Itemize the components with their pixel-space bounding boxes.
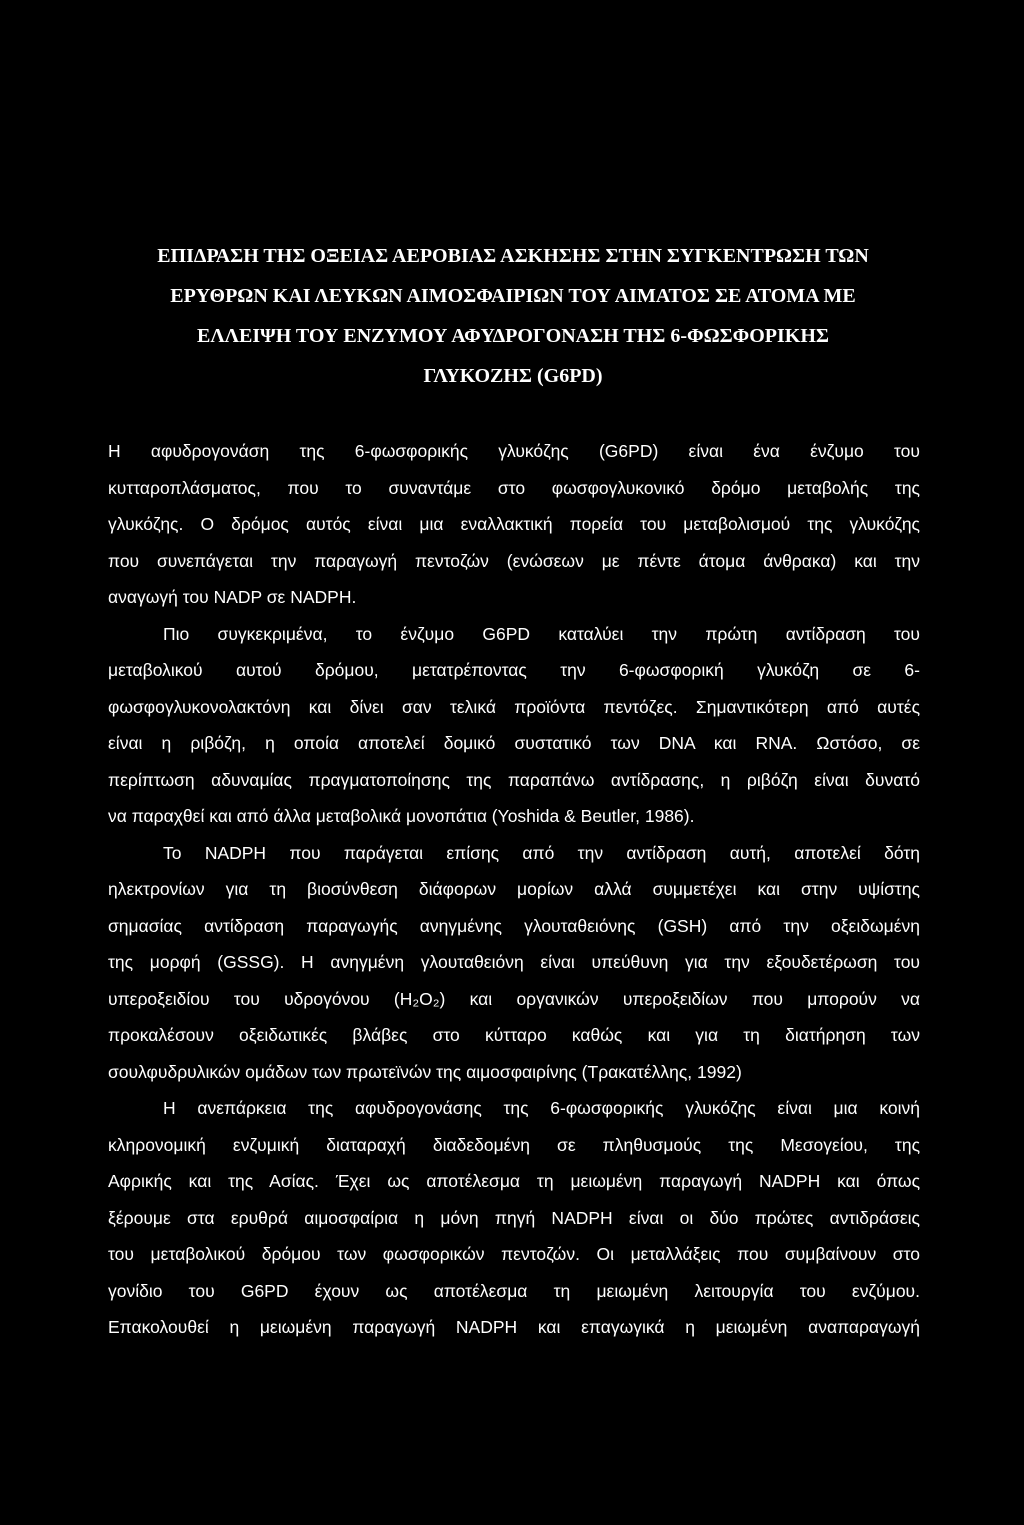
body-line: είναι η ριβόζη, η οποία αποτελεί δομικό συστατικό των DNA και RNA. Ωστόσο, σε: [108, 733, 920, 753]
body-line: Η ανεπάρκεια της αφυδρογονάσης της 6-φωσφορικής γλυκόζης είναι μια κοινή: [163, 1098, 920, 1118]
body-line: που συνεπάγεται την παραγωγή πεντοζών (ενώσεων με πέντε άτομα άνθρακα) και την: [108, 550, 920, 571]
body-line: σημασίας αντίδραση παραγωγής ανηγμένης γλουταθειόνης (GSH) από την οξειδωμένη: [108, 915, 920, 936]
title-line: ΓΛΥΚΟΖΗΣ (G6PD): [423, 365, 603, 387]
body-line: Το NADPH που παράγεται επίσης από την αντίδραση αυτή, αποτελεί δότη: [163, 842, 920, 863]
body-line: Πιο συγκεκριμένα, το ένζυμο G6PD καταλύει την πρώτη αντίδραση του: [163, 623, 920, 644]
title-line: ΕΛΛΕΙΨΗ ΤΟΥ ΕΝΖΥΜΟΥ ΑΦΥΔΡΟΓΟΝΑΣΗ ΤΗΣ 6-ΦΩΣΦΟΡΙΚΗΣ: [196, 325, 829, 347]
title-line: ΕΡΥΘΡΩΝ ΚΑΙ ΛΕΥΚΩΝ ΑΙΜΟΣΦΑΙΡΙΩΝ ΤΟΥ ΑΙΜΑΤΟΣ ΣΕ ΑΤΟΜΑ ΜΕ: [170, 285, 856, 307]
body-line: ηλεκτρονίων για τη βιοσύνθεση διάφορων μορίων αλλά συμμετέχει και στην υψίστης: [108, 879, 920, 899]
body-line: γλυκόζης. Ο δρόμος αυτός είναι μια εναλλακτική πορεία του μεταβολισμού της γλυκόζης: [108, 514, 920, 534]
body-line: κυτταροπλάσματος, που το συναντάμε στο φωσφογλυκονικό δρόμο μεταβολής της: [108, 477, 920, 498]
body-line: της μορφή (GSSG). Η ανηγμένη γλουταθειόνη είναι υπεύθυνη για την εξουδετέρωση του: [108, 952, 920, 972]
document-body: [108, 433, 920, 1346]
body-line: αναγωγή του NADP σε NADPH.: [108, 587, 357, 607]
body-line: του μεταβολικού δρόμου των φωσφορικών πεντοζών. Οι μεταλλάξεις που συμβαίνουν στο: [108, 1244, 920, 1264]
body-line: υπεροξειδίου του υδρογόνου (H₂O₂) και οργανικών υπεροξειδίων που μπορούν να: [108, 988, 920, 1009]
body-line: Αφρικής και της Ασίας. Έχει ως αποτέλεσμα τη μειωμένη παραγωγή NADPH και όπως: [108, 1171, 920, 1191]
title-line: ΕΠΙΔΡΑΣΗ ΤΗΣ ΟΞΕΙΑΣ ΑΕΡΟΒΙΑΣ ΑΣΚΗΣΗΣ ΣΤΗΝ ΣΥΓΚΕΝΤΡΩΣΗ ΤΩΝ: [157, 245, 869, 267]
body-line: φωσφογλυκονολακτόνη και δίνει σαν τελικά προϊόντα πεντόζες. Σημαντικότερη από αυτές: [108, 696, 920, 717]
body-line: κληρονομική ενζυμική διαταραχή διαδεδομένη σε πληθυσμούς της Μεσογείου, της: [108, 1134, 920, 1155]
body-line: μεταβολικού αυτού δρόμου, μετατρέποντας την 6-φωσφορική γλυκόζη σε 6-: [108, 660, 920, 680]
body-line: ξέρουμε στα ερυθρά αιμοσφαίρια η μόνη πηγή NADPH είναι οι δύο πρώτες αντιδράσεις: [108, 1207, 920, 1228]
body-line: περίπτωση αδυναμίας πραγματοποίησης της παραπάνω αντίδρασης, η ριβόζη είναι δυνατό: [108, 769, 920, 790]
body-line: γονίδιο του G6PD έχουν ως αποτέλεσμα τη μειωμένη λειτουργία του ενζύμου.: [108, 1280, 920, 1301]
body-line: Η αφυδρογονάση της 6-φωσφορικής γλυκόζης (G6PD) είναι ένα ένζυμο του: [108, 441, 920, 461]
body-line: Επακολουθεί η μειωμένη παραγωγή NADPH και επαγωγικά η μειωμένη αναπαραγωγή: [108, 1317, 920, 1337]
body-line: σουλφυδρυλικών ομάδων των πρωτεϊνών της αιμοσφαιρίνης (Τρακατέλλης, 1992): [108, 1061, 742, 1082]
body-line: προκαλέσουν οξειδωτικές βλάβες στο κύτταρο καθώς και για τη διατήρηση των: [108, 1025, 920, 1045]
body-line: να παραχθεί και από άλλα μεταβολικά μονοπάτια (Yoshida & Beutler, 1986).: [108, 806, 695, 826]
document-title: [108, 236, 918, 396]
